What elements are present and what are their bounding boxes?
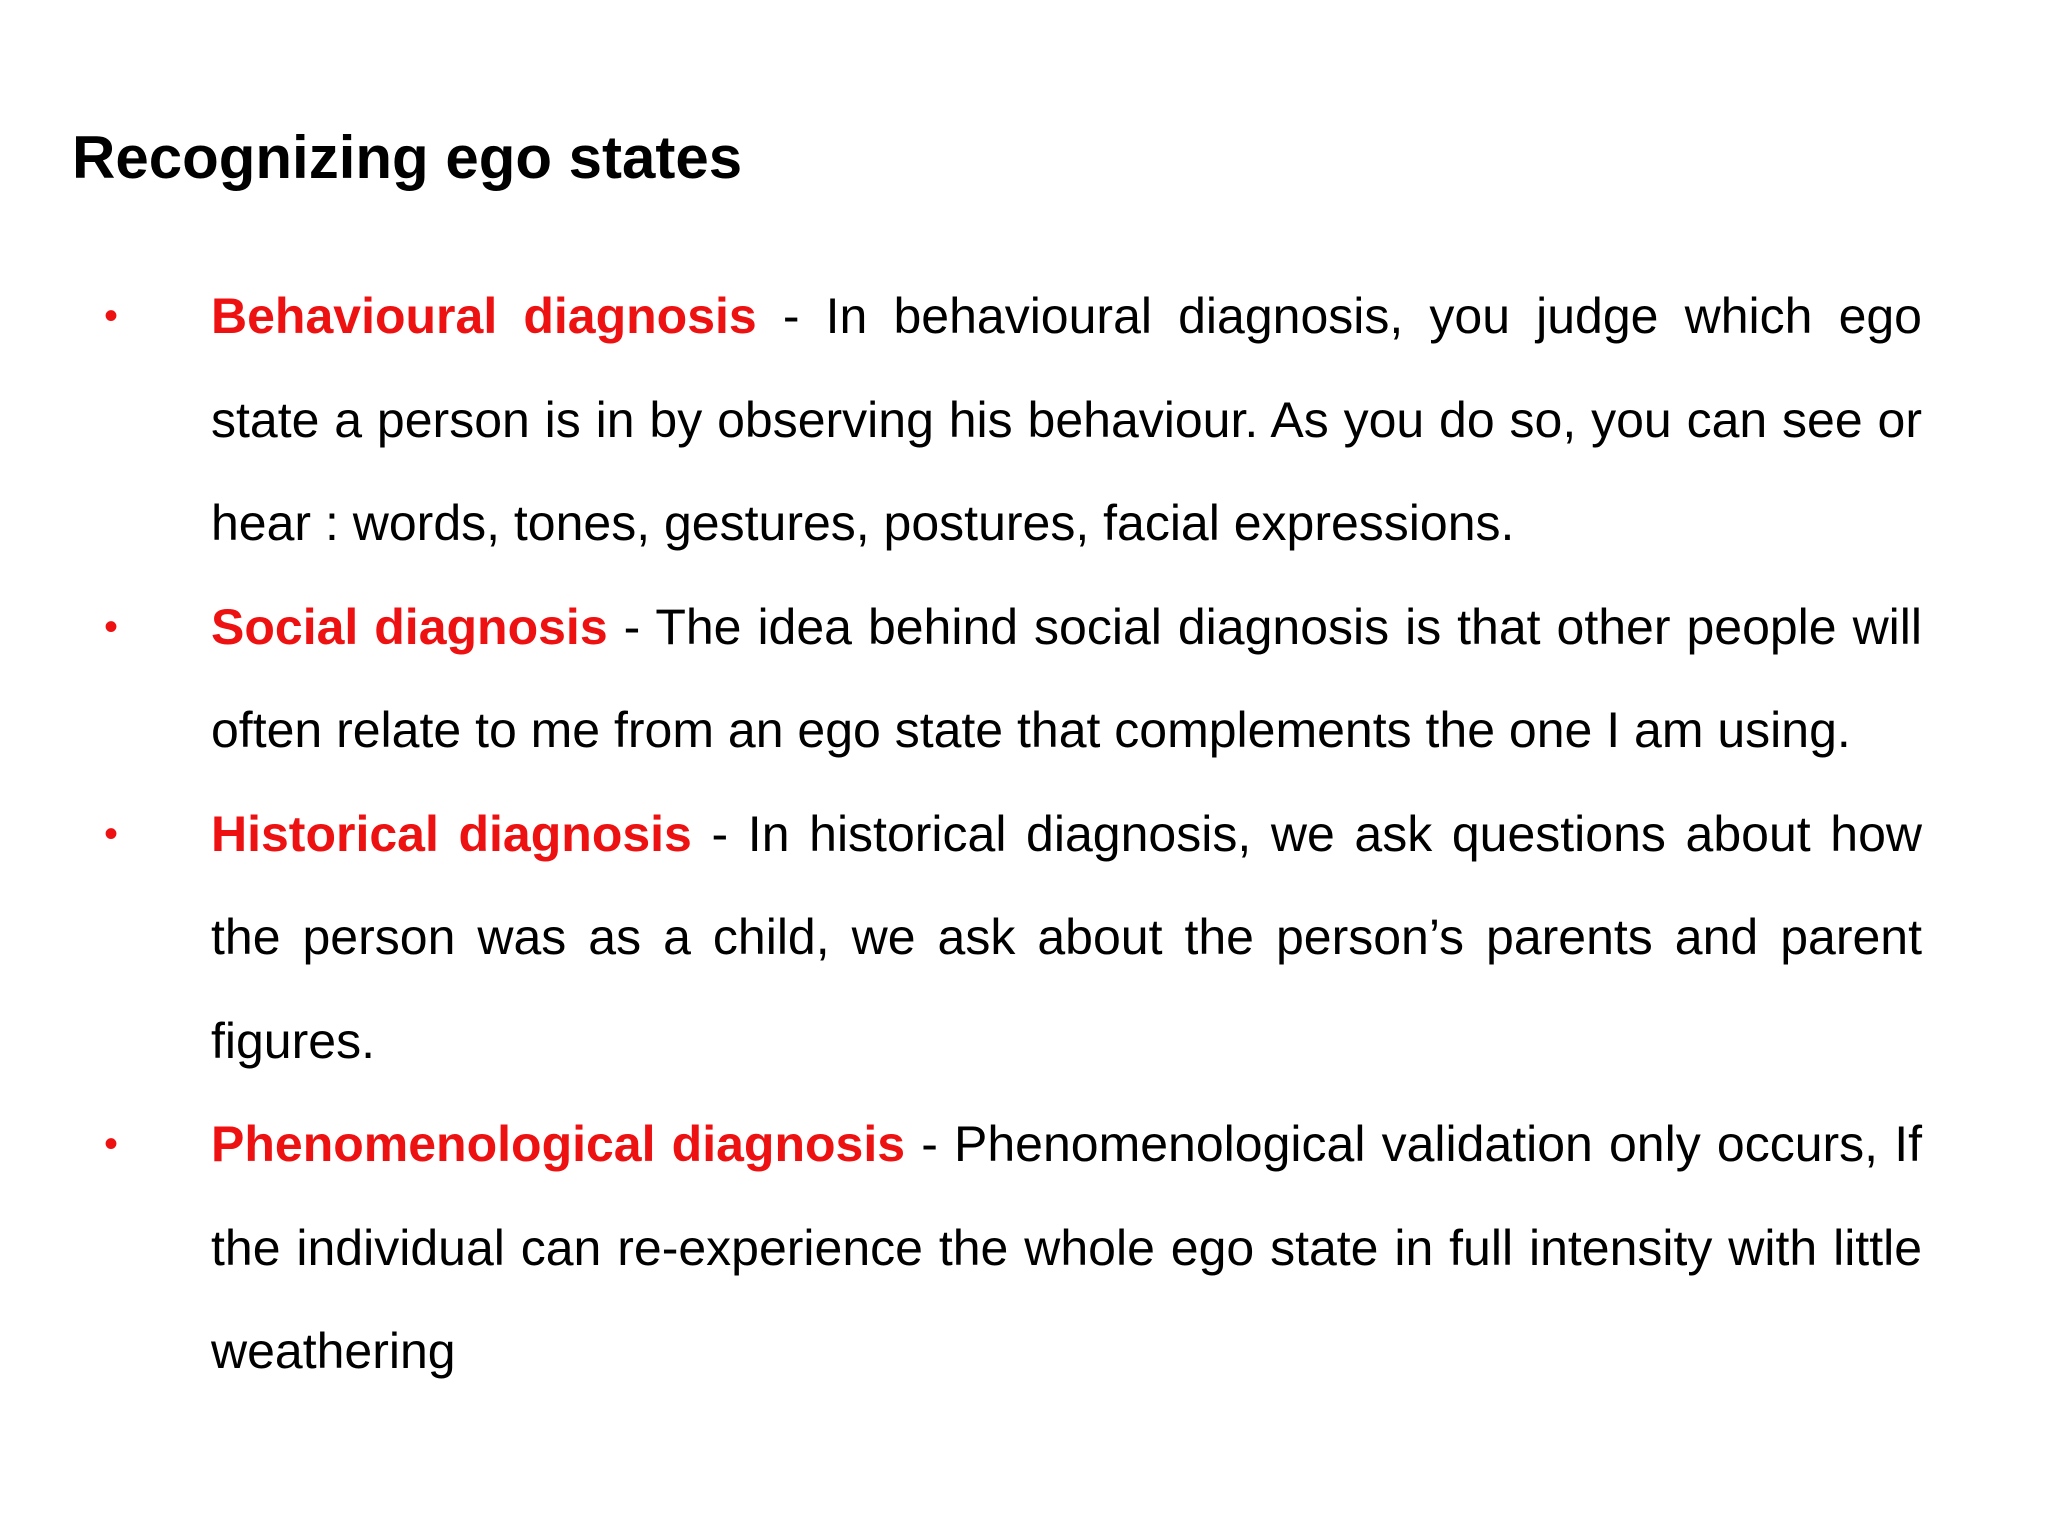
bullet-description: - In behavioural diagnosis, you judge which ego state a person is in by observing his behaviour. As you do so, you can see or hear : words, tones, gestures, postures, facial expressions. [211, 288, 1922, 551]
bullet-text [211, 1093, 1922, 1404]
bullet-description: - In historical diagnosis, we ask questions about how the person was as a child, we ask about the person’s parents and parent figures. [211, 805, 1923, 1069]
bullet-item-behavioural [0, 265, 2048, 576]
bullet-description: - Phenomenological validation only occurs, If the individual can re-experience the whole ego state in full intensity with little weathering [211, 1116, 1922, 1379]
bullet-dot-icon: • [104, 811, 119, 856]
bullet-term: Behavioural diagnosis [211, 288, 757, 344]
bullet-term: Phenomenological diagnosis [211, 1116, 906, 1172]
bullet-item-phenomenological [0, 1093, 2048, 1404]
bullet-dot-icon: • [104, 294, 119, 338]
bullet-list [0, 265, 2048, 1404]
bullet-description: - The idea behind social diagnosis is that other people will often relate to me from an ego state that complements the one I am using. [211, 598, 1922, 758]
slide-title: Recognizing ego states [72, 124, 743, 191]
bullet-dot-icon: • [104, 604, 119, 649]
bullet-term: Social diagnosis [211, 598, 608, 655]
bullet-dot-icon: • [104, 1122, 119, 1166]
bullet-item-historical [0, 783, 2048, 1094]
bullet-item-social [0, 576, 2048, 783]
bullet-text [211, 783, 1922, 1094]
bullet-term: Historical diagnosis [211, 805, 692, 862]
bullet-text [211, 265, 1922, 576]
bullet-text [211, 576, 1922, 783]
